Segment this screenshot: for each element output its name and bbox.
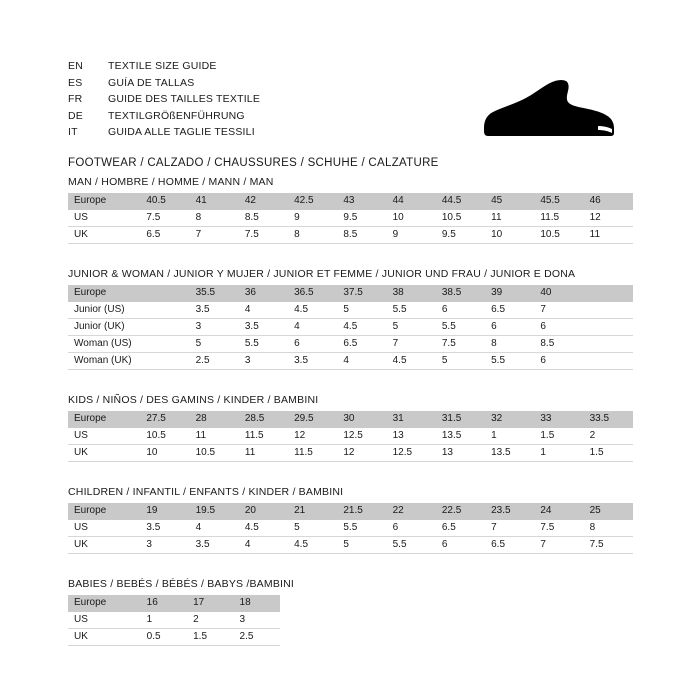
row-label: Europe (68, 285, 140, 302)
row-label: Junior (US) (68, 302, 140, 319)
cell: 1 (534, 445, 583, 462)
cell: 21.5 (337, 503, 386, 520)
cell (584, 353, 633, 370)
row-label: US (68, 428, 140, 445)
cell: 4 (239, 537, 288, 554)
cell (140, 285, 189, 302)
row-label: US (68, 612, 141, 629)
cell: 6 (288, 336, 337, 353)
cell: 40.5 (140, 193, 189, 210)
block-title: BABIES / BEBÉS / BÉBÉS / BABYS /BAMBINI (68, 578, 295, 590)
table-row (68, 503, 633, 520)
cell: 7 (190, 227, 239, 244)
cell: 2.5 (190, 353, 239, 370)
table-row (68, 302, 633, 319)
cell: 12 (584, 210, 633, 227)
cell: 8 (485, 336, 534, 353)
cell: 10.5 (140, 428, 189, 445)
cell: 3.5 (140, 520, 189, 537)
row-label: Junior (UK) (68, 319, 140, 336)
cell: 10.5 (534, 227, 583, 244)
cell: 8.5 (534, 336, 583, 353)
cell: 45 (485, 193, 534, 210)
cell: 9 (288, 210, 337, 227)
cell: 42.5 (288, 193, 337, 210)
table-row (68, 193, 633, 210)
row-label: US (68, 520, 140, 537)
cell: 33.5 (584, 411, 633, 428)
size-table-kids (68, 411, 633, 462)
cell: 19 (140, 503, 189, 520)
language-row (68, 60, 260, 77)
cell: 1 (485, 428, 534, 445)
cell: 8.5 (337, 227, 386, 244)
row-label: UK (68, 537, 140, 554)
cell: 9.5 (337, 210, 386, 227)
cell: 7 (485, 520, 534, 537)
cell: 5.5 (485, 353, 534, 370)
table-row (68, 595, 280, 612)
cell: 3 (239, 353, 288, 370)
language-code: FR (68, 93, 83, 105)
cell: 10.5 (436, 210, 485, 227)
cell: 6.5 (140, 227, 189, 244)
cell: 1 (141, 612, 187, 629)
cell: 2 (187, 612, 233, 629)
cell: 4.5 (239, 520, 288, 537)
cell: 3.5 (288, 353, 337, 370)
cell: 1.5 (534, 428, 583, 445)
size-table-man (68, 193, 633, 244)
language-code: IT (68, 126, 78, 138)
cell: 38 (387, 285, 436, 302)
size-table-babies (68, 595, 280, 646)
cell: 36.5 (288, 285, 337, 302)
cell: 9.5 (436, 227, 485, 244)
cell: 12.5 (387, 445, 436, 462)
cell: 7.5 (584, 537, 633, 554)
cell: 11 (190, 428, 239, 445)
cell: 5 (288, 520, 337, 537)
size-table-children (68, 503, 633, 554)
table-row (68, 612, 280, 629)
cell (140, 336, 189, 353)
cell: 8 (288, 227, 337, 244)
cell: 6 (485, 319, 534, 336)
category-title: FOOTWEAR / CALZADO / CHAUSSURES / SCHUHE / CALZATURE (68, 156, 439, 169)
cell: 11.5 (534, 210, 583, 227)
cell: 41 (190, 193, 239, 210)
cell: 11 (485, 210, 534, 227)
cell: 13.5 (436, 428, 485, 445)
cell: 39 (485, 285, 534, 302)
cell: 33 (534, 411, 583, 428)
language-row (68, 110, 260, 127)
language-title: TEXTILGRÖßENFÜHRUNG (108, 109, 245, 122)
cell: 17 (187, 595, 233, 612)
cell: 7 (387, 336, 436, 353)
cell: 37.5 (337, 285, 386, 302)
cell: 5.5 (387, 302, 436, 319)
cell: 6.5 (485, 302, 534, 319)
cell: 20 (239, 503, 288, 520)
row-label: UK (68, 629, 141, 646)
cell: 7.5 (534, 520, 583, 537)
cell: 7.5 (239, 227, 288, 244)
cell: 28.5 (239, 411, 288, 428)
cell (140, 319, 189, 336)
block-title: MAN / HOMBRE / HOMME / MANN / MAN (68, 176, 274, 188)
cell: 3 (234, 612, 280, 629)
cell: 30 (337, 411, 386, 428)
cell: 18 (234, 595, 280, 612)
table-row (68, 411, 633, 428)
size-block-babies (68, 578, 632, 646)
cell: 44 (387, 193, 436, 210)
cell: 3 (190, 319, 239, 336)
size-block-children (68, 486, 632, 554)
cell: 13 (436, 445, 485, 462)
cell: 6 (534, 319, 583, 336)
cell: 1.5 (187, 629, 233, 646)
cell: 4 (190, 520, 239, 537)
cell (584, 319, 633, 336)
cell: 2.5 (234, 629, 280, 646)
cell: 10 (387, 210, 436, 227)
language-title: GUIDA ALLE TAGLIE TESSILI (108, 126, 255, 138)
row-label: US (68, 210, 140, 227)
row-label: Europe (68, 411, 140, 428)
cell (584, 302, 633, 319)
cell: 11.5 (239, 428, 288, 445)
cell: 19.5 (190, 503, 239, 520)
cell: 10 (485, 227, 534, 244)
table-row (68, 210, 633, 227)
cell: 5 (337, 302, 386, 319)
cell: 11 (584, 227, 633, 244)
row-label: Europe (68, 193, 140, 210)
cell: 40 (534, 285, 583, 302)
cell: 22.5 (436, 503, 485, 520)
cell: 8.5 (239, 210, 288, 227)
row-label: Woman (UK) (68, 353, 140, 370)
cell: 28 (190, 411, 239, 428)
cell: 29.5 (288, 411, 337, 428)
cell: 5.5 (436, 319, 485, 336)
language-title: GUÍA DE TALLAS (108, 76, 195, 89)
cell: 6.5 (485, 537, 534, 554)
size-block-junior-woman (68, 268, 632, 370)
language-row (68, 77, 260, 94)
language-title-list (68, 60, 260, 143)
cell: 38.5 (436, 285, 485, 302)
cell: 5 (387, 319, 436, 336)
cell: 3.5 (190, 537, 239, 554)
cell (584, 336, 633, 353)
cell: 9 (387, 227, 436, 244)
cell: 45.5 (534, 193, 583, 210)
cell: 6 (436, 302, 485, 319)
language-code: DE (68, 109, 83, 122)
cell: 4 (239, 302, 288, 319)
cell: 27.5 (140, 411, 189, 428)
cell: 12.5 (337, 428, 386, 445)
table-row (68, 537, 633, 554)
cell: 6 (534, 353, 583, 370)
cell: 13 (387, 428, 436, 445)
dress-shoe-icon (432, 76, 622, 146)
cell: 0.5 (141, 629, 187, 646)
cell: 11.5 (288, 445, 337, 462)
cell: 2 (584, 428, 633, 445)
cell: 5.5 (337, 520, 386, 537)
cell: 4.5 (288, 302, 337, 319)
language-row (68, 126, 260, 143)
cell: 7.5 (436, 336, 485, 353)
cell: 6.5 (337, 336, 386, 353)
cell: 46 (584, 193, 633, 210)
cell: 44.5 (436, 193, 485, 210)
cell: 43 (337, 193, 386, 210)
block-title: CHILDREN / INFANTIL / ENFANTS / KINDER / BAMBINI (68, 486, 344, 498)
cell: 3 (140, 537, 189, 554)
document-header (68, 60, 632, 169)
cell: 8 (584, 520, 633, 537)
cell: 24 (534, 503, 583, 520)
cell: 6 (387, 520, 436, 537)
cell: 10 (140, 445, 189, 462)
cell: 36 (239, 285, 288, 302)
row-label: UK (68, 445, 140, 462)
table-row (68, 336, 633, 353)
cell: 7.5 (140, 210, 189, 227)
table-row (68, 428, 633, 445)
cell: 31 (387, 411, 436, 428)
cell: 4.5 (387, 353, 436, 370)
row-label: Europe (68, 595, 141, 612)
cell: 4.5 (288, 537, 337, 554)
cell: 5.5 (239, 336, 288, 353)
cell: 6 (436, 537, 485, 554)
cell: 32 (485, 411, 534, 428)
cell: 3.5 (190, 302, 239, 319)
cell (584, 285, 633, 302)
cell: 5 (190, 336, 239, 353)
table-row (68, 227, 633, 244)
cell: 8 (190, 210, 239, 227)
cell: 4 (288, 319, 337, 336)
cell: 23.5 (485, 503, 534, 520)
language-code: EN (68, 60, 83, 72)
language-title: TEXTILE SIZE GUIDE (108, 60, 217, 72)
row-label: Europe (68, 503, 140, 520)
cell: 22 (387, 503, 436, 520)
cell: 11 (239, 445, 288, 462)
cell: 4.5 (337, 319, 386, 336)
size-block-kids (68, 394, 632, 462)
table-row (68, 629, 280, 646)
cell: 6.5 (436, 520, 485, 537)
cell: 21 (288, 503, 337, 520)
cell: 5.5 (387, 537, 436, 554)
size-table-junior-woman (68, 285, 633, 370)
cell: 5 (436, 353, 485, 370)
row-label: UK (68, 227, 140, 244)
cell: 7 (534, 302, 583, 319)
cell: 10.5 (190, 445, 239, 462)
cell: 12 (288, 428, 337, 445)
cell: 35.5 (190, 285, 239, 302)
cell: 13.5 (485, 445, 534, 462)
language-row (68, 93, 260, 110)
table-row (68, 353, 633, 370)
table-row (68, 520, 633, 537)
cell: 25 (584, 503, 633, 520)
size-block-man (68, 176, 632, 244)
language-code: ES (68, 76, 83, 89)
block-title: KIDS / NIÑOS / DES GAMINS / KINDER / BAMBINI (68, 394, 319, 406)
cell: 5 (337, 537, 386, 554)
row-label: Woman (US) (68, 336, 140, 353)
cell: 3.5 (239, 319, 288, 336)
cell: 12 (337, 445, 386, 462)
language-title: GUIDE DES TAILLES TEXTILE (108, 93, 261, 105)
table-row (68, 445, 633, 462)
cell: 4 (337, 353, 386, 370)
cell (140, 302, 189, 319)
cell: 1.5 (584, 445, 633, 462)
cell: 31.5 (436, 411, 485, 428)
cell (140, 353, 189, 370)
cell: 42 (239, 193, 288, 210)
cell: 7 (534, 537, 583, 554)
block-title: JUNIOR & WOMAN / JUNIOR Y MUJER / JUNIOR ET FEMME / JUNIOR UND FRAU / JUNIOR E DONA (68, 268, 576, 280)
cell: 16 (141, 595, 187, 612)
table-row (68, 319, 633, 336)
table-row (68, 285, 633, 302)
